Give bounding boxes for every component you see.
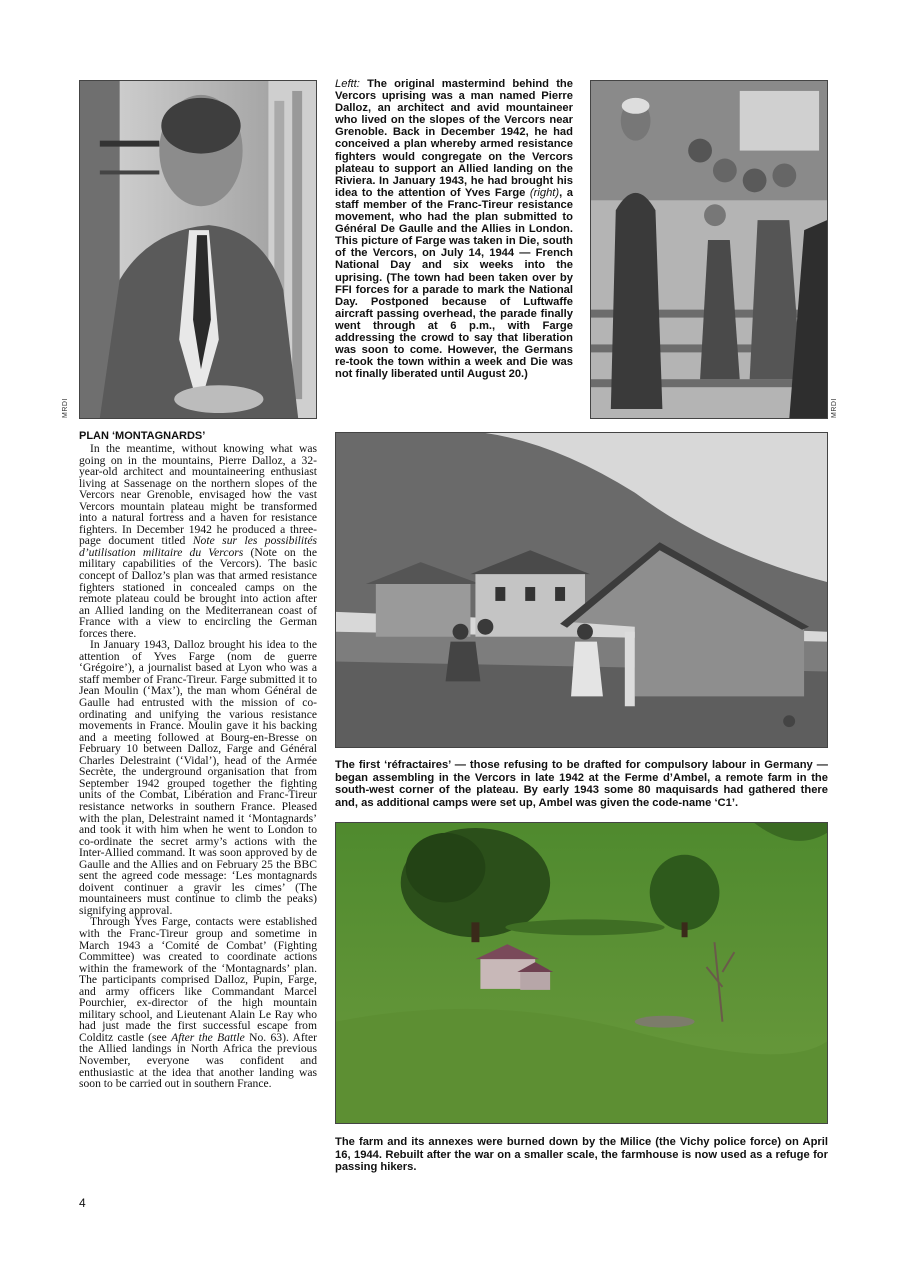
photo-ferme-ambel-today — [335, 822, 828, 1124]
photo-ferme-ambel-historic — [335, 432, 828, 748]
paragraph-1-part-b: (Note on the military capabilities of the Vercors). The basic concept of Dalloz’s plan was that armed resistance fighters stationed in concealed camps on the remote plateau could be brought into action after an Allied landing on the Mediterranean coast of France with a view to encircling the German forces there. — [79, 545, 317, 640]
paragraph-1-part-a: In the meantime, without knowing what was going on in the mountains, Pierre Dalloz, a 32-year-old architect and mountaineering enthusiast living at Sassenage on the northern slopes of the Vercors near Grenoble, envisaged how the vast Vercors mountain plateau might be transformed into a natural fortress and a haven for resistance fighters. In December 1942 he produced a three-page document titled — [79, 442, 317, 548]
photo-yves-farge-die — [590, 80, 828, 419]
section-heading: PLAN ‘MONTAGNARDS’ — [79, 430, 206, 442]
article-body — [79, 443, 317, 1090]
caption-text-part1: The original mastermind behind the Vercors uprising was a man named Pierre Dalloz, an architect and avid mountaineer who lived on the slopes of the Vercors near Grenoble. Back in December 1942, he had conceived a plan whereby armed resistance fighters would congregate on the Vercors plateau to support an Allied landing on the Riviera. In January 1943, he had brought his idea to the attention of Yves Farge — [335, 78, 573, 199]
document-title: Note sur les possibilités d’utilisation militaire du Vercors — [79, 534, 317, 559]
caption-right-ref: (right) — [529, 186, 560, 199]
caption-farm-rebuilt: The farm and its annexes were burned down by the Milice (the Vichy police force) on April 16, 1944. Rebuilt after the war on a smaller scale, the farmhouse is now used as a refuge for passing hikers. — [335, 1136, 828, 1174]
paragraph-3-part-b: No. 63). After the Allied landings in North Africa the previous November, everyone was confident and enthusiastic at the idea that another landing was soon to be carried out in southern France. — [79, 1030, 317, 1091]
photo-pierre-dalloz — [79, 80, 317, 419]
caption-prefix: Leftt: — [335, 78, 360, 90]
photo-credit-left: MRDI — [62, 398, 69, 418]
magazine-reference: After the Battle — [171, 1030, 245, 1044]
paragraph-3 — [79, 916, 317, 1089]
paragraph-3-part-a: Through Yves Farge, contacts were established with the Franc-Tireur group and sometime in March 1943 a ‘Comité de Combat’ (Fighting Committee) was created to coordinate actions within the framework of the ‘Montagnards’ plan. The participants comprised Dalloz, Pupin, Farge, and army officers like Commandant Marcel Pourchier, ex-director of the high mountain military school, and Lieutenant Alain Le Ray who had just made the first successful escape from Colditz castle (see — [79, 915, 317, 1044]
page-number: 4 — [79, 1196, 86, 1210]
caption-ferme-ambel: The first ‘réfractaires’ — those refusing to be drafted for compulsory labour in Germany — began assembling in the Vercors in late 1942 at the Ferme d’Ambel, a remote farm in the south-west corner of the plateau. By early 1943 some 80 maquisards had gathered there and, as additional camps were set up, Ambel was given the code-name ‘C1’. — [335, 759, 828, 809]
caption-dalloz-farge — [335, 78, 573, 380]
caption-text-part2: , a staff member of the Franc-Tireur resistance movement, who had the plan submitted to Général De Gaulle and the Allies in London. This picture of Farge was taken in Die, south of the Vercors, on July 14, 1944 — French National Day and six weeks into the uprising. (The town had been taken over by FFI forces for a parade to mark the National Day. Postponed because of Luftwaffe aircraft passing overhead, the parade finally went through at 6 p.m., with Farge addressing the crowd to say that liberation was soon to come. However, the Germans re-took the town within a week and Die was not finally liberated until August 20.) — [335, 186, 573, 381]
paragraph-2: In January 1943, Dalloz brought his idea to the attention of Yves Farge (nom de guerre ‘Grégoire’), a journalist based at Lyon who was a staff member of Franc-Tireur. Farge submitted it to Jean Moulin (‘Max’), the man whom Général de Gaulle had entrusted with the mission of co-ordinating and unifying the various resistance movements in France. Moulin gave it his backing and a meeting followed at Bourg-en-Bresse on February 10 between Dalloz, Farge and Général Charles Delestraint (‘Vidal’), head of the Armée Secrète, the underground organisation that from September 1942 grouped together the fighting units of the Combat, Libération and Franc-Tireur resistance networks in southern France. Pleased with the plan, Delestraint named it ‘Montagnards’ and took it with him when he went to London to co-ordinate the secret army’s actions with the Inter-Allied command. It was soon approved by de Gaulle and the Allies and on February 25 the BBC sent the agreed code message: ‘Les montagnards doivent continuer a gravir les cimes’ (The mountaineers must continue to climb the peaks) signifying approval. — [79, 638, 317, 917]
photo-credit-right: MRDI — [831, 398, 838, 418]
paragraph-1 — [79, 443, 317, 639]
